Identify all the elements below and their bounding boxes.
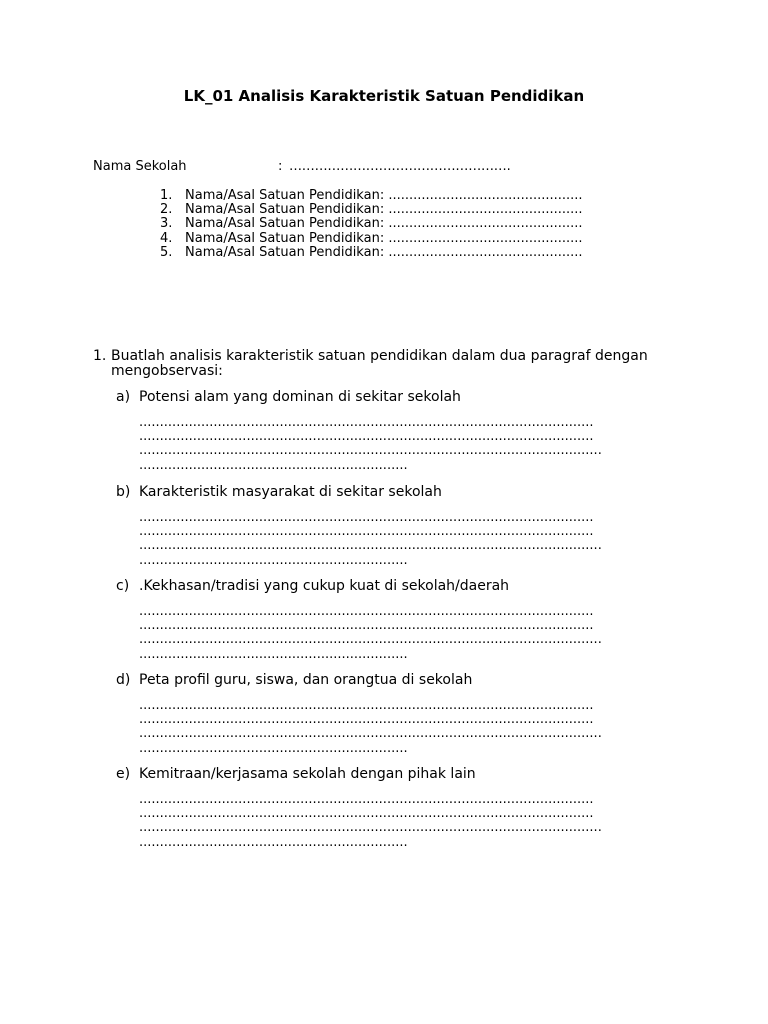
answer-line: ................................................................. <box>139 647 408 662</box>
unit-text: Nama/Asal Satuan Pendidikan: ............................................... <box>185 202 583 218</box>
answer-line: ................................................................................................................ <box>139 633 602 648</box>
unit-list-item <box>160 232 583 246</box>
unit-list-item <box>160 246 583 260</box>
answer-lines <box>139 416 696 473</box>
answer-line: ................................................................. <box>139 835 408 850</box>
unit-number: 5. <box>160 244 173 260</box>
subtask-a <box>116 388 696 473</box>
subtask-letter: e) <box>116 766 131 782</box>
unit-text: Nama/Asal Satuan Pendidikan: ............................................... <box>185 230 583 246</box>
subtask-text: Potensi alam yang dominan di sekitar sekolah <box>139 389 461 405</box>
answer-line: .............................................................................................................. <box>139 807 594 822</box>
task-text-line-1: Buatlah analisis karakteristik satuan pendidikan dalam dua paragraf dengan <box>111 348 648 364</box>
answer-line: .............................................................................................................. <box>139 511 594 525</box>
unit-text: Nama/Asal Satuan Pendidikan: ............................................... <box>185 244 583 260</box>
subtask-letter: b) <box>116 484 131 500</box>
unit-list <box>160 189 583 260</box>
unit-number: 2. <box>160 202 173 218</box>
subtask-e <box>116 765 696 850</box>
unit-text: Nama/Asal Satuan Pendidikan: ............................................... <box>185 216 583 232</box>
answer-line: ................................................................................................................ <box>139 444 602 459</box>
answer-line: ................................................................. <box>139 741 408 756</box>
unit-number: 4. <box>160 230 173 246</box>
answer-lines <box>139 793 696 850</box>
answer-line: .............................................................................................................. <box>139 525 594 540</box>
answer-line: .............................................................................................................. <box>139 605 594 619</box>
unit-number: 3. <box>160 216 173 232</box>
subtask-c <box>116 577 696 662</box>
task-text-line-2: mengobservasi: <box>111 362 223 379</box>
school-name-separator: : <box>278 159 283 174</box>
answer-line: .............................................................................................................. <box>139 793 594 807</box>
unit-list-item <box>160 189 583 203</box>
subtask-text: .Kekhasan/tradisi yang cukup kuat di sekolah/daerah <box>139 578 510 594</box>
answer-line: ................................................................................................................ <box>139 727 602 742</box>
answer-line: .............................................................................................................. <box>139 713 594 728</box>
subtask-letter: c) <box>116 578 130 594</box>
unit-text: Nama/Asal Satuan Pendidikan: ............................................... <box>185 188 583 203</box>
subtask-text: Peta profil guru, siswa, dan orangtua di sekolah <box>139 672 473 688</box>
unit-number: 1. <box>160 188 173 203</box>
school-name-value: ……………………………………………. <box>289 159 511 174</box>
subtask-text: Karakteristik masyarakat di sekitar sekolah <box>139 484 442 500</box>
answer-lines <box>139 699 696 756</box>
subtask-b <box>116 483 696 568</box>
unit-list-item <box>160 217 583 231</box>
subtask-text: Kemitraan/kerjasama sekolah dengan pihak lain <box>139 766 476 782</box>
answer-line: ................................................................................................................ <box>139 821 602 836</box>
answer-line: .............................................................................................................. <box>139 699 594 713</box>
answer-lines <box>139 605 696 662</box>
answer-line: ................................................................. <box>139 553 408 568</box>
subtask-letter: d) <box>116 672 131 688</box>
subtask-letter: a) <box>116 389 131 405</box>
answer-line: .............................................................................................................. <box>139 416 594 430</box>
task-instruction <box>93 349 693 378</box>
unit-list-item <box>160 203 583 217</box>
task-number: 1. <box>93 348 107 364</box>
answer-line: ................................................................. <box>139 458 408 473</box>
subtask-d <box>116 671 696 756</box>
answer-line: .............................................................................................................. <box>139 430 594 445</box>
answer-lines <box>139 511 696 568</box>
document-title: LK_01 Analisis Karakteristik Satuan Pendidikan <box>183 87 585 105</box>
answer-line: .............................................................................................................. <box>139 619 594 634</box>
school-name-label: Nama Sekolah <box>93 159 187 174</box>
answer-line: ................................................................................................................ <box>139 539 602 554</box>
